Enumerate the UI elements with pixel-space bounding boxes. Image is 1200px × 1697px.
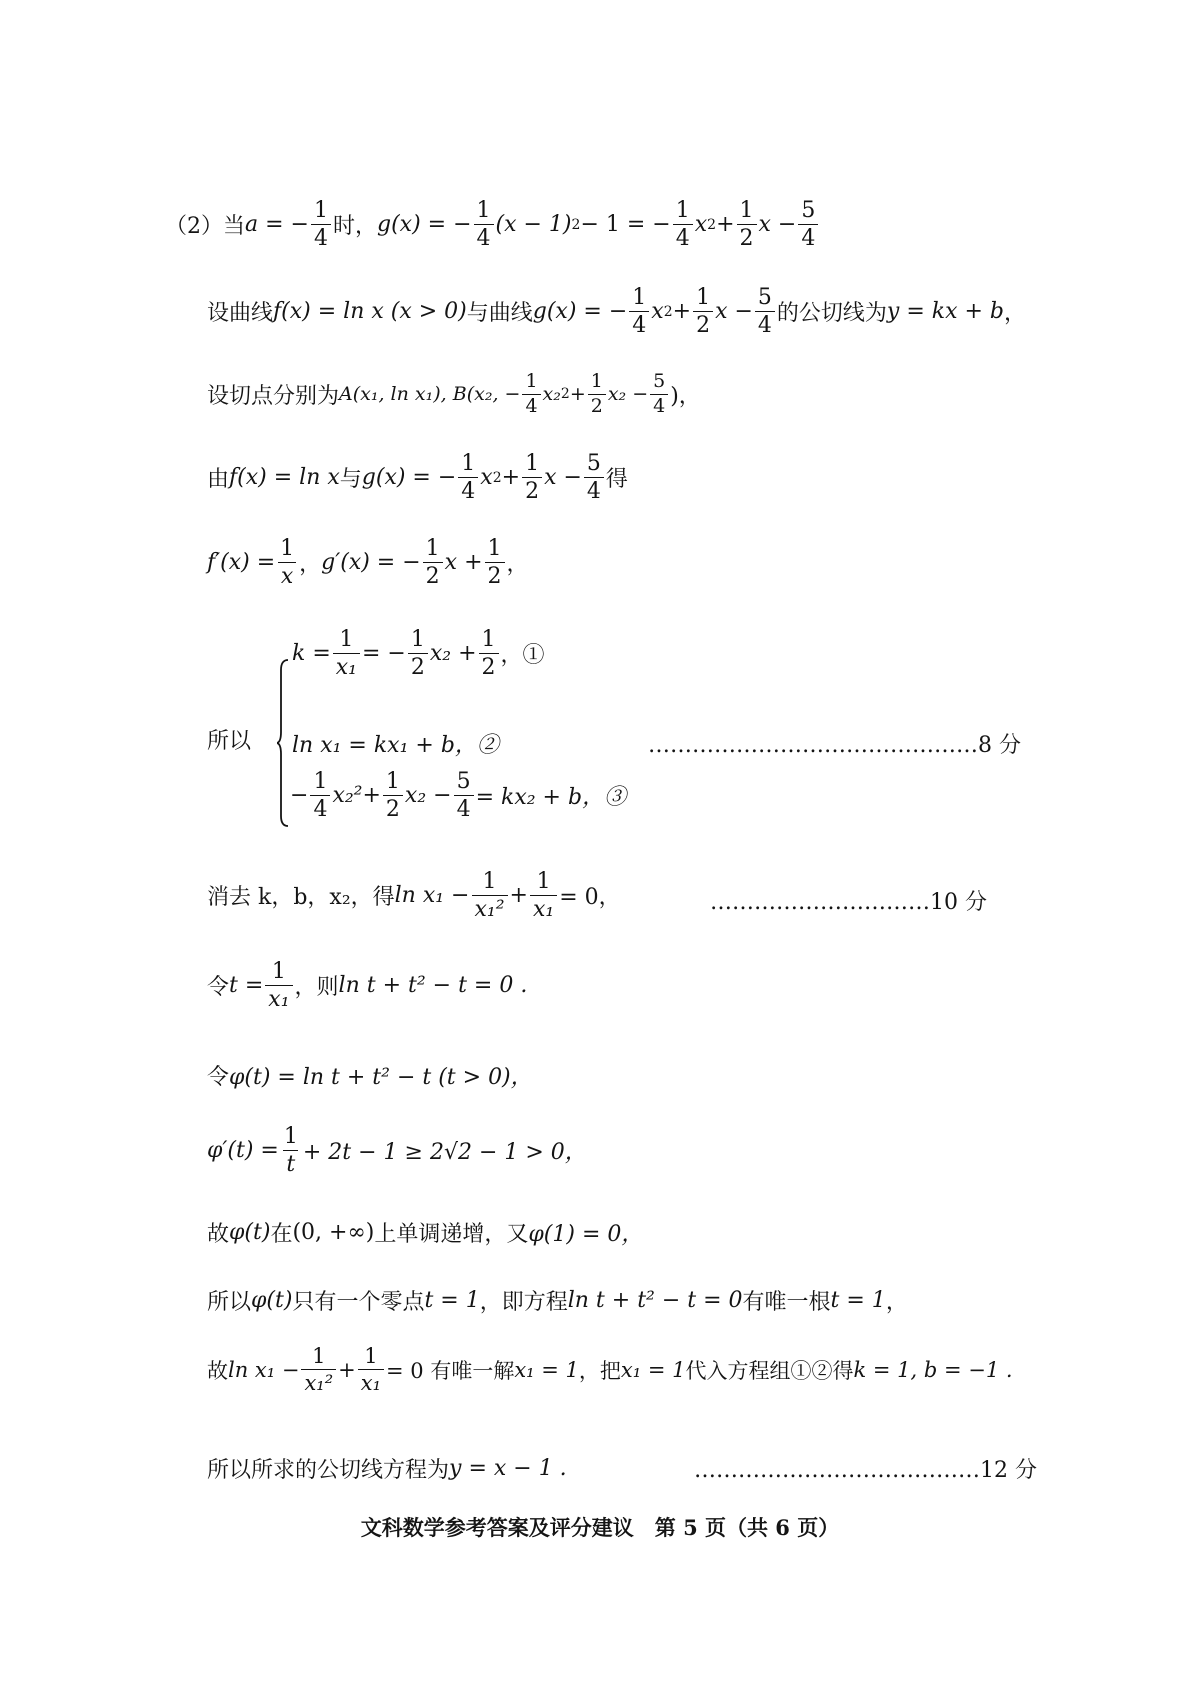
- fraction: $\frac{1}{4}$: [311, 199, 331, 250]
- fraction: $\frac{5}{4}$: [584, 452, 604, 503]
- fraction: $\frac{1}{2}$: [485, 537, 505, 588]
- fraction: $\frac{1}{4}$: [458, 452, 478, 503]
- fraction: $\frac{1}{\text{x₁}}$: [265, 960, 292, 1011]
- fraction: $\frac{1}{2}$: [423, 537, 443, 588]
- line-common-tangent: 设曲线 f(x) = ln x (x > 0) 与曲线 g(x) = − $\frac{1}{4}$ x 2 + $\frac{1}{2}$ x − $\frac{5}{4}$ 的公切线为 y = kx + b ，: [207, 285, 1027, 339]
- fraction: $\frac{1}{2}$: [693, 286, 713, 337]
- line-define-phi: 令 φ(t) = ln t + t² − t (t > 0)，: [207, 1065, 533, 1090]
- system-eq-1: k = $\frac{1}{\text{x₁}}$ = − $\frac{1}{2}$ x₂ + $\frac{1}{2}$ ，①: [292, 627, 545, 681]
- fraction: $\frac{1}{x}$: [277, 537, 297, 588]
- score-8: ………………………………………8 分: [648, 733, 1021, 758]
- fraction: $\frac{5}{4}$: [650, 372, 668, 417]
- fraction: $\frac{1}{4}$: [522, 372, 540, 417]
- line-derivatives: f′(x) = $\frac{1}{x}$ ， g′(x) = − $\frac{1}{2}$ x + $\frac{1}{2}$ ，: [207, 536, 529, 590]
- fraction: $\frac{1}{t}$: [283, 1124, 298, 1178]
- line-monotonic: 故 φ(t) 在 (0, +∞) 上单调递增，又 φ(1) = 0，: [207, 1220, 644, 1247]
- system-label: 所以: [207, 729, 252, 754]
- fraction: $\frac{1}{\text{x₁}}$: [530, 870, 557, 921]
- fraction: $\frac{1}{2}$: [522, 452, 542, 503]
- fraction: $\frac{1}{2}$: [588, 372, 606, 417]
- fraction: $\frac{5}{4}$: [755, 286, 775, 337]
- part-label: （2）当: [165, 214, 245, 240]
- fraction: $\frac{1}{2}$: [737, 199, 757, 250]
- line-unique-root: 所以 φ(t) 只有一个零点 t = 1 ，即方程 ln t + t² − t = 0 有唯一根 t = 1 ，: [207, 1288, 908, 1315]
- fraction: $\frac{5}{4}$: [454, 770, 474, 821]
- system-eq-3: − $\frac{1}{4}$ x₂² + $\frac{1}{2}$ x₂ − $\frac{5}{4}$ = kx₂ + b，③: [290, 769, 627, 823]
- fraction: $\frac{1}{2}$: [408, 628, 428, 679]
- fraction: $\frac{1}{4}$: [474, 199, 494, 250]
- page-footer: 文科数学参考答案及评分建议 第 5 页（共 6 页）: [360, 1515, 840, 1540]
- line-solve-k-b: 故 ln x₁ − $\frac{1}{\text{x₁²}}$ + $\frac{1}{\text{x₁}}$ = 0 有唯一解 x₁ = 1 ，把 x₁ = 1 代入方程组①②得 k = 1, b = −1 .: [207, 1344, 1013, 1396]
- line-eliminate: 消去 k，b，x₂，得 ln x₁ − $\frac{1}{\text{x₁²}}$ + $\frac{1}{\text{x₁}}$ = 0，: [207, 869, 621, 923]
- line-substitute-t: 令 t = $\frac{1}{\text{x₁}}$ ，则 ln t + t² − t = 0 .: [207, 959, 528, 1013]
- fraction: $\frac{1}{\text{x₁²}}$: [472, 870, 508, 921]
- score-10: …………………………10 分: [710, 890, 987, 915]
- fraction: $\frac{1}{4}$: [673, 199, 693, 250]
- fraction: $\frac{1}{4}$: [310, 770, 330, 821]
- line-final-answer: 所以所求的公切线方程为 y = x − 1 .: [207, 1456, 567, 1483]
- system-eq-2: ln x₁ = kx₁ + b，②: [292, 733, 499, 758]
- fraction: $\frac{1}{\text{x₁}}$: [358, 1345, 384, 1394]
- line-tangent-points: 设切点分别为 A(x₁, ln x₁), B(x₂, − $\frac{1}{4}$ x₂ 2 + $\frac{1}{2}$ x₂ − $\frac{5}{4}$ )，: [207, 370, 701, 417]
- line-part2-condition: （2）当 a = − $\frac{1}{4}$ 时， g(x) = − $\frac{1}{4}$ (x − 1) 2 − 1 = − $\frac{1}{4}$ x 2 + $\frac{1}{2}$ x − $\frac{5}{4}$: [165, 199, 820, 250]
- fraction: $\frac{1}{\text{x₁}}$: [333, 628, 360, 679]
- fraction: $\frac{1}{2}$: [479, 628, 499, 679]
- line-from-functions: 由 f(x) = ln x 与 g(x) = − $\frac{1}{4}$ x 2 + $\frac{1}{2}$ x − $\frac{5}{4}$ 得: [207, 451, 628, 505]
- line-phi-derivative: φ′(t) = $\frac{1}{t}$ + 2t − 1 ≥ 2√2 − 1 > 0，: [207, 1124, 587, 1178]
- fraction: $\frac{5}{4}$: [798, 199, 818, 250]
- left-brace-icon: [277, 658, 289, 828]
- fraction: $\frac{1}{4}$: [629, 286, 649, 337]
- fraction: $\frac{1}{2}$: [383, 770, 403, 821]
- score-12: …………………………………12 分: [694, 1458, 1037, 1483]
- fraction: $\frac{1}{\text{x₁²}}$: [301, 1345, 336, 1394]
